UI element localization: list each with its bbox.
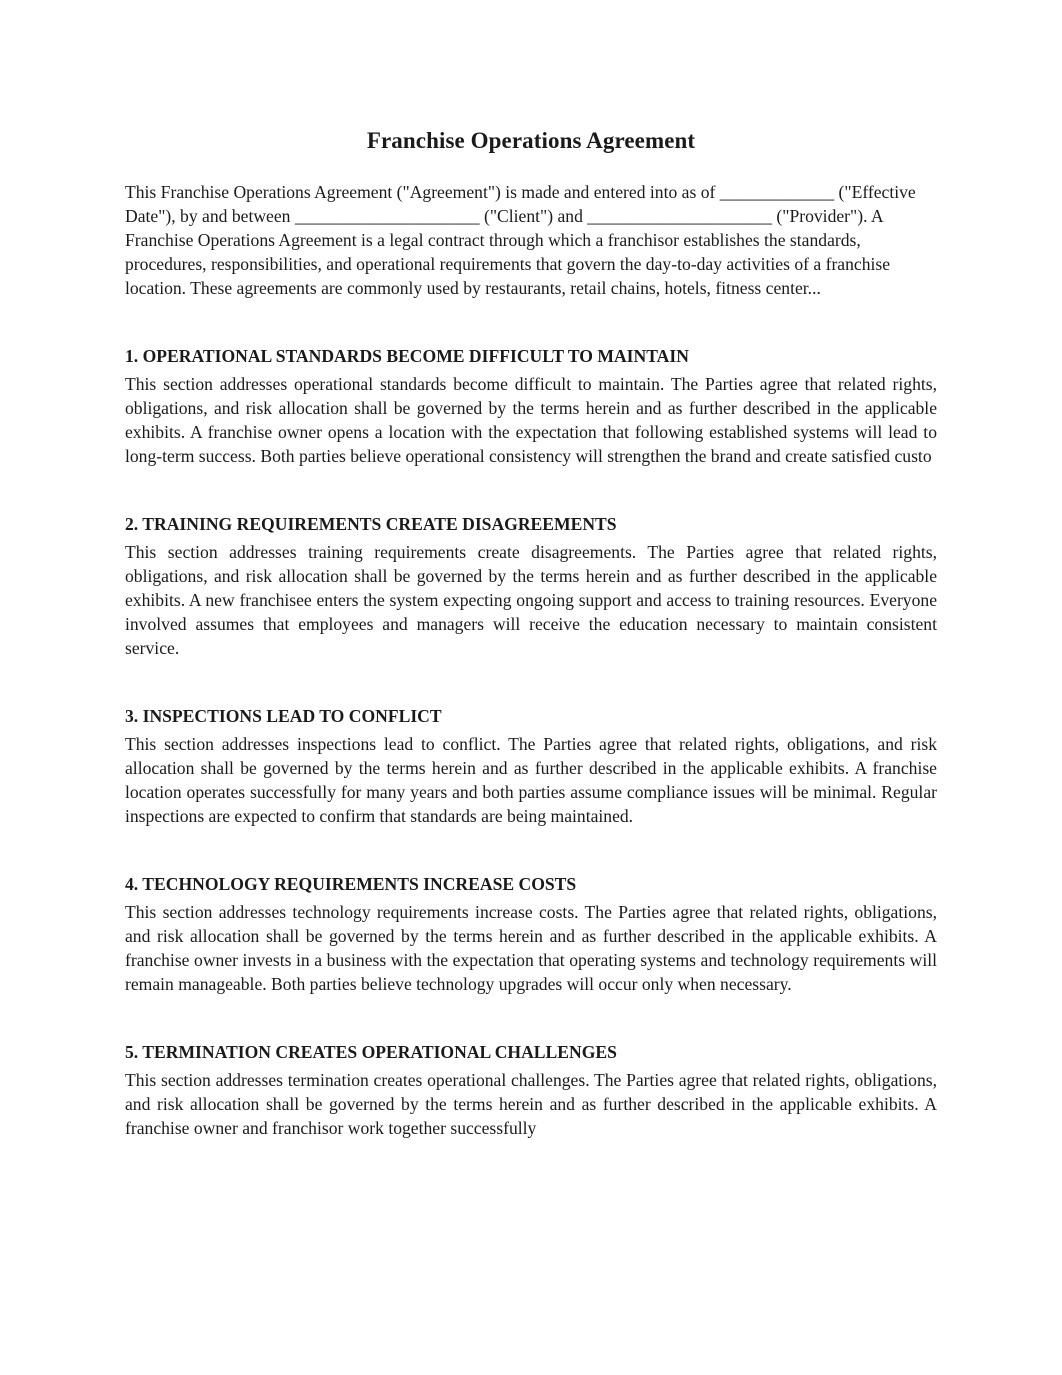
section-heading: 5. TERMINATION CREATES OPERATIONAL CHALLENGES	[125, 1042, 617, 1062]
section-heading: 3. INSPECTIONS LEAD TO CONFLICT	[125, 706, 442, 726]
section-body: This section addresses operational standards become difficult to maintain. The Parties agree that related rights, obligations, and risk allocation shall be governed by the terms herein and as further described in the applicable exhibits. A franchise owner opens a location with the expectation that following established systems will lead to long-term success. Both parties believe operational consistency will strengthen the brand and create satisfied custo	[125, 374, 937, 466]
document-title: Franchise Operations Agreement	[366, 128, 696, 153]
section-5	[125, 1040, 937, 1140]
section-1	[125, 344, 937, 468]
section-4	[125, 872, 937, 996]
section-2	[125, 512, 937, 660]
intro-paragraph: This Franchise Operations Agreement ("Agreement") is made and entered into as of _____________ ("Effective Date"), by and between _____________________ ("Client") and _____________________ ("Provider"). A Franchise Operations Agreement is a legal contract through which a franchisor establishes the standards, procedures, responsibilities, and operational requirements that govern the day-to-day activities of a franchise location. These agreements are commonly used by restaurants, retail chains, hotels, fitness center...	[125, 182, 916, 298]
section-heading: 1. OPERATIONAL STANDARDS BECOME DIFFICULT TO MAINTAIN	[125, 346, 689, 366]
section-heading: 4. TECHNOLOGY REQUIREMENTS INCREASE COSTS	[125, 874, 577, 894]
section-body: This section addresses training requirements create disagreements. The Parties agree that related rights, obligations, and risk allocation shall be governed by the terms herein and as further described in the applicable exhibits. A new franchisee enters the system expecting ongoing support and access to training resources. Everyone involved assumes that employees and managers will receive the education necessary to maintain consistent service.	[125, 542, 937, 658]
section-body: This section addresses inspections lead to conflict. The Parties agree that related rights, obligations, and risk allocation shall be governed by the terms herein and as further described in the applicable exhibits. A franchise location operates successfully for many years and both parties assume compliance issues will be minimal. Regular inspections are expected to confirm that standards are being maintained.	[125, 734, 937, 826]
section-3	[125, 704, 937, 828]
section-body: This section addresses termination creates operational challenges. The Parties agree that related rights, obligations, and risk allocation shall be governed by the terms herein and as further described in the applicable exhibits. A franchise owner and franchisor work together successfully	[125, 1070, 937, 1138]
document-content	[125, 124, 937, 1140]
section-body: This section addresses technology requirements increase costs. The Parties agree that related rights, obligations, and risk allocation shall be governed by the terms herein and as further described in the applicable exhibits. A franchise owner invests in a business with the expectation that operating systems and technology requirements will remain manageable. Both parties believe technology upgrades will occur only when necessary.	[125, 902, 937, 994]
section-heading: 2. TRAINING REQUIREMENTS CREATE DISAGREEMENTS	[125, 514, 617, 534]
